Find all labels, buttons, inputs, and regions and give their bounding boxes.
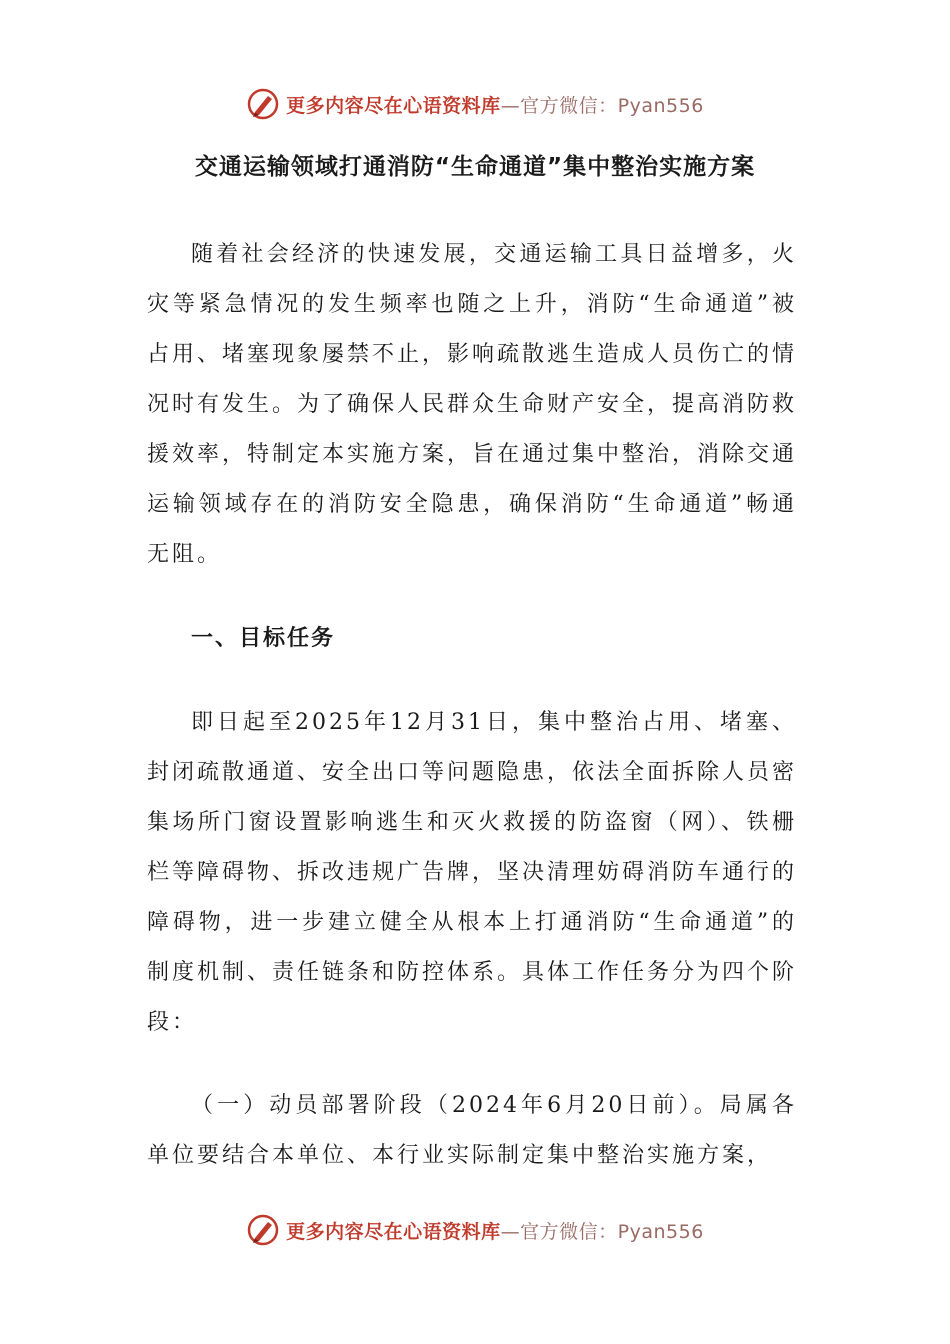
- watermark-text: [286, 1217, 704, 1244]
- watermark-main-text: 更多内容尽在心语资料库: [286, 94, 501, 117]
- stage-paragraph: （一）动员部署阶段（2024年6月20日前）。局属各单位要结合本单位、本行业实际制定集中整治实施方案，: [147, 1093, 797, 1168]
- intro-paragraph: 随着社会经济的快速发展，交通运输工具日益增多，火灾等紧急情况的发生频率也随之上升，消防“生命通道”被占用、堵塞现象屡禁不止，影响疏散逃生造成人员伤亡的情况时有发生。为了确保人民群众生命财产安全，提高消防救援效率，特制定本实施方案，旨在通过集中整治，消除交通运输领域存在的消防安全隐患，确保消防“生命通道”畅通无阻。: [147, 242, 798, 567]
- watermark-sub-text: —官方微信：Pyan556: [500, 1220, 704, 1243]
- watermark-main-text: 更多内容尽在心语资料库: [286, 1220, 501, 1243]
- section-heading: 一、目标任务: [191, 626, 336, 651]
- watermark-footer: [0, 1210, 950, 1250]
- document-title: 交通运输领域打通消防“生命通道”集中整治实施方案: [194, 154, 756, 180]
- watermark-text: [286, 91, 704, 118]
- watermark-sub-text: —官方微信：Pyan556: [500, 94, 704, 117]
- section-paragraph: 即日起至2025年12月31日，集中整治占用、堵塞、封闭疏散通道、安全出口等问题隐患，依法全面拆除人员密集场所门窗设置影响逃生和灭火救援的防盗窗（网）、铁栅栏等障碍物、拆改违规广告牌，坚决清理妨碍消防车通行的障碍物，进一步建立健全从根本上打通消防“生命通道”的制度机制、责任链条和防控体系。具体工作任务分为四个阶段：: [147, 710, 798, 1035]
- document-body: [147, 230, 797, 1181]
- pen-logo-icon: [246, 1213, 280, 1247]
- watermark-header: [0, 84, 950, 124]
- pen-logo-icon: [246, 87, 280, 121]
